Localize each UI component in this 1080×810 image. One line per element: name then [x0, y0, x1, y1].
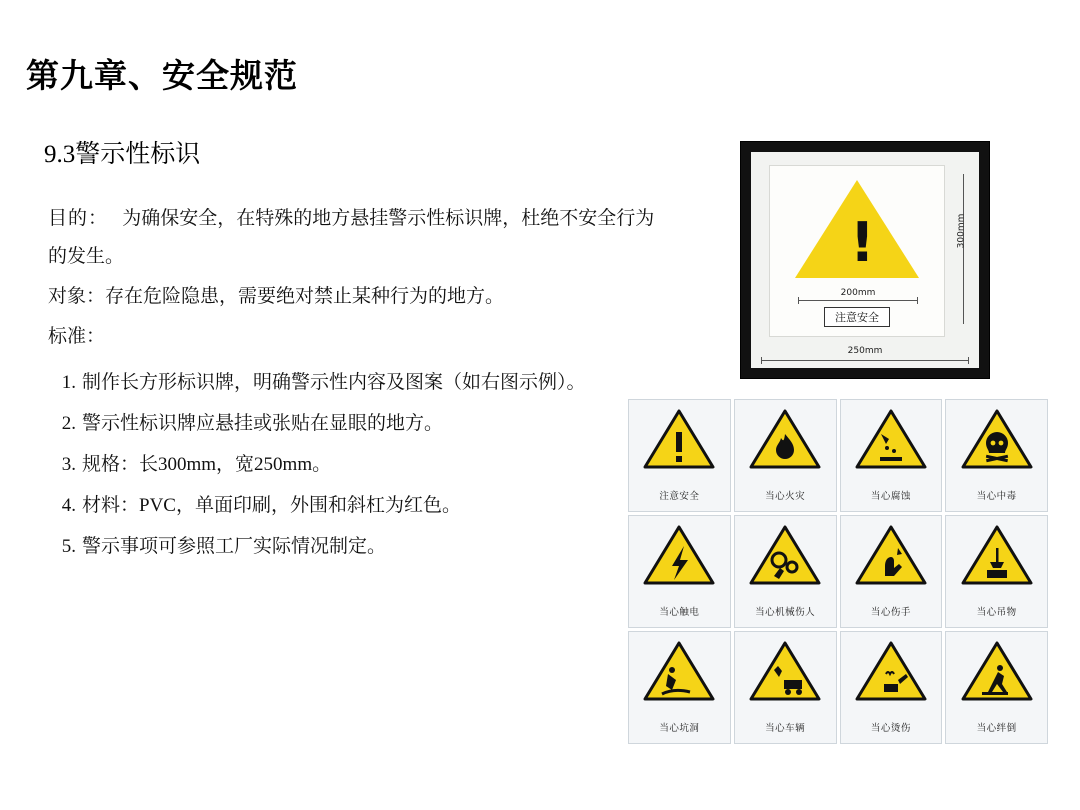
- exclamation-glyph: !: [850, 211, 875, 274]
- object-paragraph: 对象：存在危险隐患，需要绝对禁止某种行为的地方。: [48, 286, 505, 307]
- dimension-line: [798, 300, 918, 301]
- pit-fall-icon: [642, 640, 716, 702]
- dimension-line: [761, 360, 969, 361]
- section-title: 9.3警示性标识: [44, 141, 201, 168]
- dimension-outer-width: [761, 346, 969, 356]
- sample-sign-text: 注意安全: [824, 307, 890, 327]
- sign-cell: [734, 515, 837, 628]
- list-item: [48, 485, 668, 526]
- sign-label: 当心机械伤人: [755, 607, 816, 618]
- skull-icon: [960, 408, 1034, 470]
- sign-cell: [840, 631, 943, 744]
- list-item-label: 警示性标识牌应悬挂或张贴在显眼的地方。: [82, 413, 444, 434]
- sign-cell: [734, 399, 837, 512]
- warning-triangle: [795, 180, 919, 278]
- sign-cell: [734, 631, 837, 744]
- sign-label: 当心绊倒: [976, 723, 1017, 734]
- electric-shock-icon: [642, 524, 716, 586]
- flame-icon: [748, 408, 822, 470]
- dimension-line: [963, 174, 964, 324]
- list-item: [48, 526, 668, 567]
- list-item: [48, 403, 668, 444]
- sign-label: 当心触电: [659, 607, 700, 618]
- sample-sign-card: [769, 165, 945, 337]
- purpose-paragraph: [48, 200, 668, 276]
- sign-label: 当心火灾: [765, 491, 806, 502]
- sign-cell: [945, 631, 1048, 744]
- list-item: [48, 362, 668, 403]
- list-item-number: 1.: [61, 372, 76, 393]
- sample-sign-photo: [740, 141, 990, 379]
- sign-label: 当心伤手: [870, 607, 911, 618]
- list-item-number: 5.: [61, 536, 76, 557]
- scald-icon: [854, 640, 928, 702]
- exclamation-icon: [642, 408, 716, 470]
- warning-sign-grid: [628, 399, 1048, 744]
- list-item-number: 4.: [61, 495, 76, 516]
- list-item-number: 3.: [61, 454, 76, 475]
- sign-label: 当心吊物: [976, 607, 1017, 618]
- sign-cell: [628, 399, 731, 512]
- sign-label: 当心中毒: [976, 491, 1017, 502]
- body-content: [48, 200, 668, 567]
- list-item-label: 警示事项可参照工厂实际情况制定。: [82, 536, 387, 557]
- sign-label: 当心车辆: [765, 723, 806, 734]
- sign-cell: [628, 515, 731, 628]
- sign-cell: [628, 631, 731, 744]
- trip-icon: [960, 640, 1034, 702]
- sign-label: 注意安全: [659, 491, 700, 502]
- hand-injury-icon: [854, 524, 928, 586]
- dimension-inner-width: [798, 288, 918, 298]
- sign-label: 当心腐蚀: [870, 491, 911, 502]
- sign-cell: [945, 515, 1048, 628]
- list-item-label: 制作长方形标识牌，明确警示性内容及图案（如右图示例）。: [82, 372, 586, 393]
- standard-list: [48, 362, 668, 567]
- sign-cell: [840, 399, 943, 512]
- sign-label: 当心烫伤: [870, 723, 911, 734]
- purpose-label: 目的：: [48, 208, 109, 229]
- dimension-height-label: 300mm: [956, 213, 967, 249]
- list-item-number: 2.: [61, 413, 76, 434]
- sign-label: 当心坑洞: [659, 723, 700, 734]
- corrosion-icon: [854, 408, 928, 470]
- sign-cell: [840, 515, 943, 628]
- vehicle-icon: [748, 640, 822, 702]
- page-title: 第九章、安全规范: [26, 56, 298, 95]
- dimension-outer-width-label: 250mm: [847, 346, 883, 356]
- gear-hand-icon: [748, 524, 822, 586]
- standard-label: 标准：: [48, 326, 106, 347]
- photo-inner-background: [751, 152, 979, 368]
- dimension-inner-width-label: 200mm: [840, 288, 876, 298]
- list-item-label: 材料：PVC，单面印刷，外围和斜杠为红色。: [82, 495, 461, 516]
- purpose-text: 为确保安全，在特殊的地方悬挂警示性标识牌，杜绝不安全行为的发生。: [48, 208, 655, 267]
- exclamation-icon: [795, 180, 919, 278]
- list-item-label: 规格：长300mm，宽250mm。: [82, 454, 332, 475]
- list-item: [48, 444, 668, 485]
- hanging-load-icon: [960, 524, 1034, 586]
- sign-cell: [945, 399, 1048, 512]
- dimension-height: [956, 174, 970, 324]
